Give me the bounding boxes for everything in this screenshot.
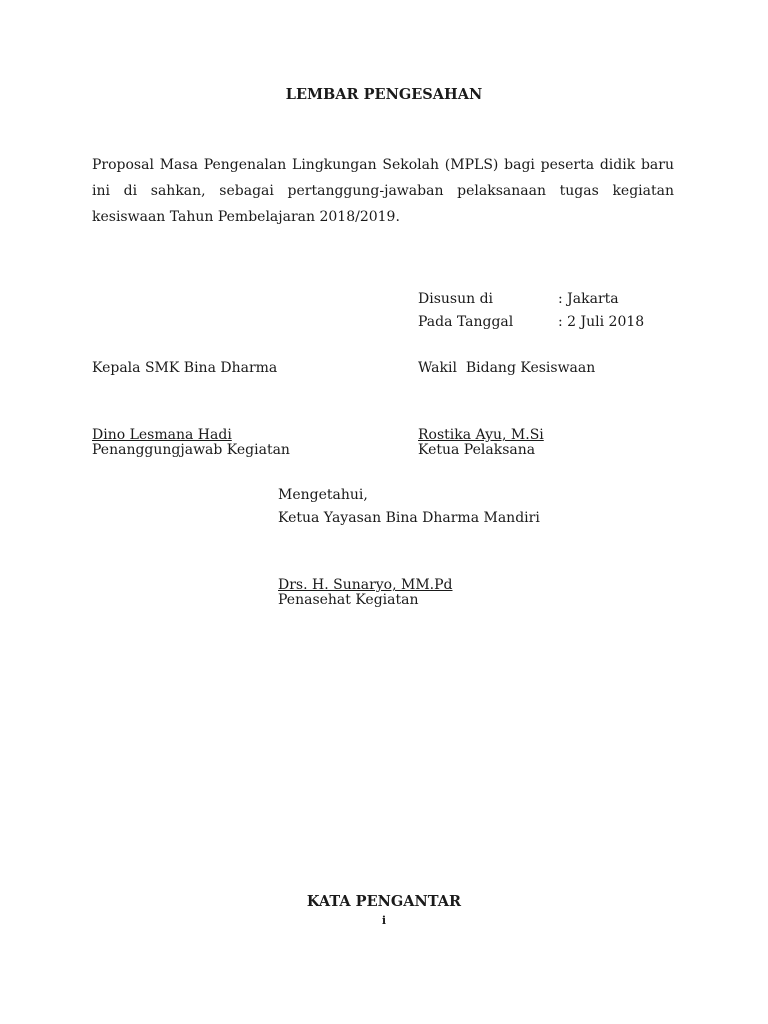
date-row xyxy=(418,314,644,330)
right-signatory-role: Ketua Pelaksana xyxy=(418,442,536,458)
right-signatory-name: Rostika Ayu, M.Si xyxy=(418,427,544,443)
place-row xyxy=(418,291,619,307)
center-signatory-role: Penasehat Kegiatan xyxy=(278,592,419,608)
right-signatory-position: Wakil Bidang Kesiswaan xyxy=(418,360,596,376)
date-value: : 2 Juli 2018 xyxy=(558,314,645,330)
left-signatory-role: Penanggungjawab Kegiatan xyxy=(92,442,290,458)
center-signatory-position: Ketua Yayasan Bina Dharma Mandiri xyxy=(278,510,540,526)
center-signatory-name: Drs. H. Sunaryo, MM.Pd xyxy=(278,577,453,593)
left-signatory-name: Dino Lesmana Hadi xyxy=(92,427,232,443)
place-value: : Jakarta xyxy=(558,291,619,307)
document-title: LEMBAR PENGESAHAN xyxy=(285,86,483,103)
next-section-title: KATA PENGANTAR xyxy=(306,893,462,910)
place-label: Disusun di xyxy=(418,291,494,307)
acknowledge-label: Mengetahui, xyxy=(278,487,368,503)
date-label: Pada Tanggal xyxy=(418,314,514,330)
left-signatory-position: Kepala SMK Bina Dharma xyxy=(92,360,278,376)
approval-paragraph: Proposal Masa Pengenalan Lingkungan Sekolah (MPLS) bagi peserta didik baru ini di sahkan, sebagai pertanggung-jawaban pelaksanaan tugas kegiatan kesiswaan Tahun Pembelajaran 2018/2019. xyxy=(92,157,674,225)
page-number: i xyxy=(381,914,387,927)
